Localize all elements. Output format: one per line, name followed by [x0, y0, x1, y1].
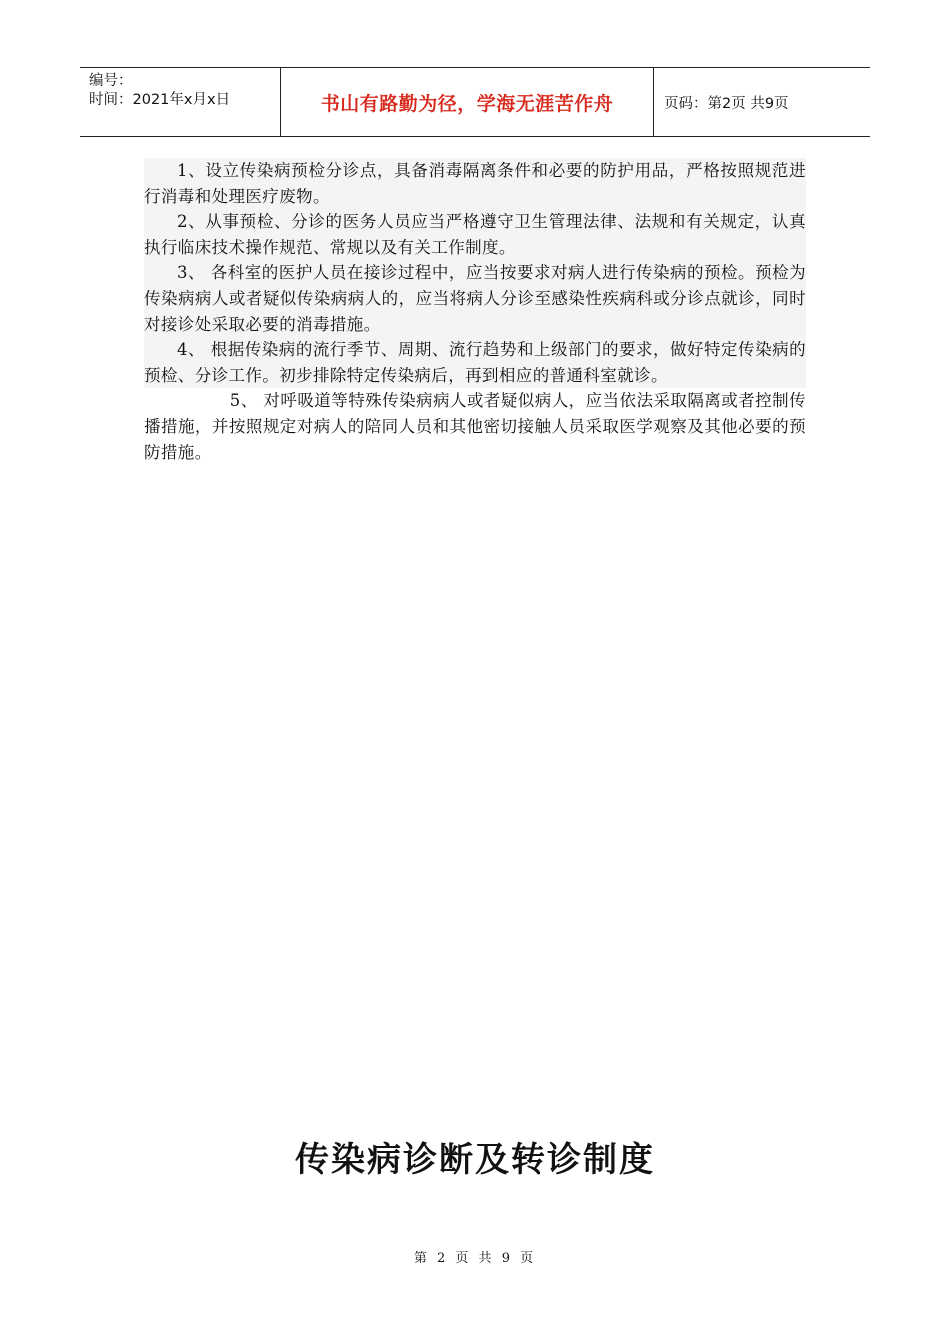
paragraph-5: 5、 对呼吸道等特殊传染病病人或者疑似病人，应当依法采取隔离或者控制传播措施，并按照规定对病人的陪同人员和其他密切接触人员采取医学观察及其他必要的预防措施。	[144, 391, 806, 462]
paragraph-1: 1、设立传染病预检分诊点，具备消毒隔离条件和必要的防护用品，严格按照规范进行消毒和处理医疗废物。	[144, 161, 806, 206]
page-header	[80, 67, 870, 137]
paragraph-2: 2、从事预检、分诊的医务人员应当严格遵守卫生管理法律、法规和有关规定，认真执行临床技术操作规范、常规以及有关工作制度。	[144, 212, 806, 257]
page-footer: 第 2 页 共 9 页	[413, 1251, 537, 1266]
section-title: 传染病诊断及转诊制度	[295, 1140, 655, 1180]
shaded-block	[144, 158, 806, 388]
document-body	[144, 158, 806, 465]
paragraph-4: 4、 根据传染病的流行季节、周期、流行趋势和上级部门的要求，做好特定传染病的预检、分诊工作。初步排除特定传染病后，再到相应的普通科室就诊。	[144, 340, 806, 385]
header-meta	[80, 68, 281, 136]
paragraph-3: 3、 各科室的医护人员在接诊过程中，应当按要求对病人进行传染病的预检。预检为传染病病人或者疑似传染病病人的，应当将病人分诊至感染性疾病科或分诊点就诊，同时对接诊处采取必要的消毒措施。	[144, 263, 806, 334]
number-label: 编号：	[89, 73, 133, 89]
header-motto: 书山有路勤为径，学海无涯苦作舟	[281, 68, 654, 136]
header-page-info: 页码：第2页 共9页	[664, 95, 789, 112]
date-label: 时间：2021年x月x日	[89, 92, 231, 108]
